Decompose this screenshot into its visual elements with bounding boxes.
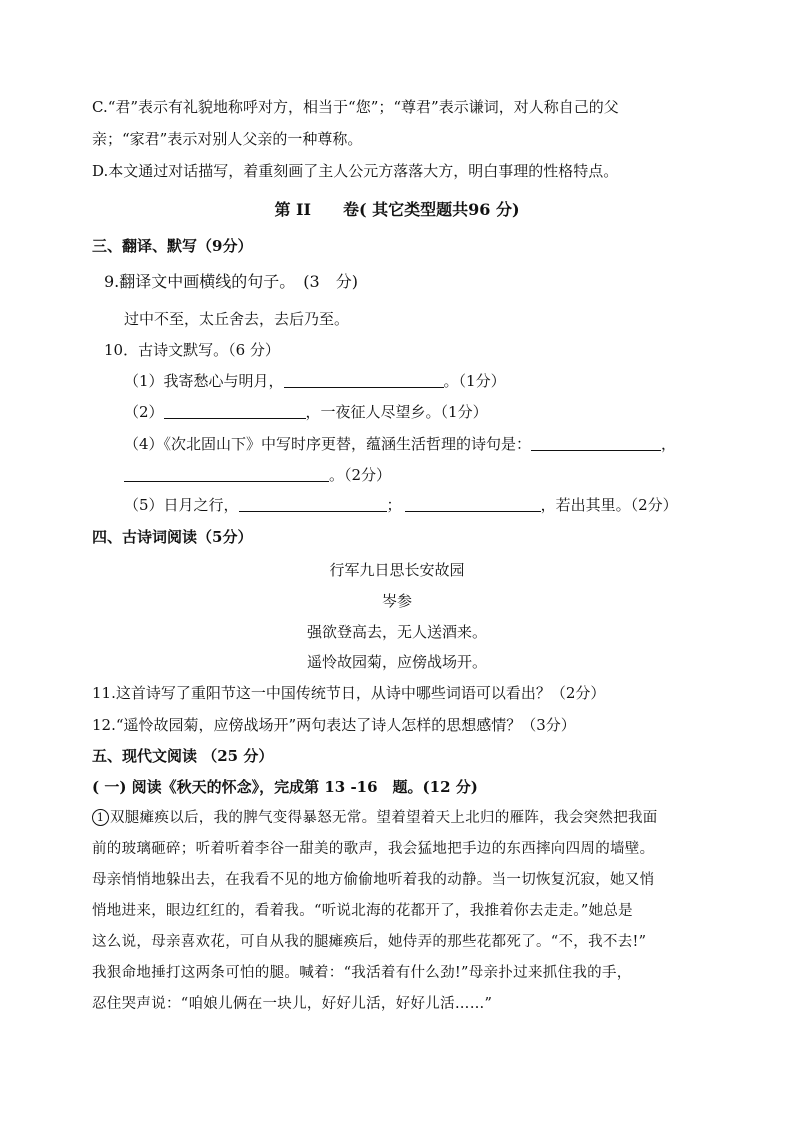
q9-prompt: 9.翻译文中画横线的句子。 (3 分): [104, 272, 358, 291]
poem-author: 岑参: [381, 592, 412, 610]
q10-prompt: 10．古诗文默写。（6 分）: [104, 341, 280, 359]
section3-heading: 三、翻译、默写（9分）: [92, 237, 253, 255]
q10-item5-score: ，若出其里。（2分）: [540, 496, 678, 514]
story-line-3: 母亲悄悄地躲出去，在我看不见的地方偷偷地听着我的动静。当一切恢复沉寂，她又悄: [92, 872, 655, 888]
q9-sentence: 过中不至，太丘舍去，去后乃至。: [124, 310, 350, 328]
q10-item2-num: （2）: [124, 403, 164, 421]
answer-blank[interactable]: [124, 467, 329, 482]
answer-blank[interactable]: [164, 404, 306, 419]
answer-blank[interactable]: [531, 436, 661, 451]
q10-item1-score: 。（1分）: [443, 372, 506, 390]
q11-prompt: 11.这首诗写了重阳节这一中国传统节日，从诗中哪些词语可以看出？（2分）: [92, 684, 606, 702]
poem-line-2: 遥怜故园菊，应傍战场开。: [306, 653, 487, 671]
q10-item1: [124, 371, 506, 391]
option-c-line1: C.“君”表示有礼貌地称呼对方，相当于“您”；“尊君”表示谦词，对人称自己的父: [92, 98, 619, 116]
part2-title: 第 II 卷( 其它类型题共96 分): [274, 200, 520, 219]
poem-title: 行军九日思长安故园: [329, 561, 465, 579]
story-line-2: 前的玻璃砸碎；听着听着李谷一甜美的歌声，我会猛地把手边的东西摔向四周的墙壁。: [92, 841, 655, 857]
reading-sub-heading: ( 一) 阅读《秋天的怀念》，完成第 13 -16 题。(12 分): [92, 778, 478, 796]
q10-item5-semicolon: ；: [386, 496, 402, 514]
story-line-5: 这么说，母亲喜欢花，可自从我的腿瘫痪后，她侍弄的那些花都死了。“不，我不去!”: [92, 934, 647, 950]
q10-item5: [124, 495, 678, 515]
story-line-7: 忍住哭声说：“咱娘儿俩在一块儿，好好儿活，好好儿活……”: [92, 996, 493, 1012]
q12-prompt: 12.“遥怜故园菊，应傍战场开”两句表达了诗人怎样的思想感情？（3分）: [92, 716, 576, 734]
q10-item1-text: （1）我寄愁心与明月，: [124, 372, 284, 390]
poem-line-1: 强欲登高去，无人送酒来。: [306, 623, 487, 641]
q10-item4-text: （4）《次北固山下》中写时序更替，蕴涵生活哲理的诗句是：: [124, 435, 532, 453]
q10-item4-score: 。（2分）: [329, 466, 392, 484]
q10-item4-cont: [124, 465, 391, 485]
story-line-6: 我狠命地捶打这两条可怕的腿。喊着：“我活着有什么劲!”母亲扑过来抓住我的手，: [92, 965, 632, 981]
q10-item4-comma: ，: [661, 435, 677, 453]
answer-blank[interactable]: [284, 373, 444, 388]
story-line-1: [92, 808, 658, 828]
answer-blank[interactable]: [405, 497, 541, 512]
section5-heading: 五、现代文阅读 （25 分）: [92, 747, 274, 765]
story-line-4: 悄地进来，眼边红红的，看着我。“听说北海的花都开了，我推着你去走走。”她总是: [92, 903, 633, 919]
option-d-line: D.本文通过对话描写，着重刻画了主人公元方落落大方，明白事理的性格特点。: [92, 162, 619, 180]
answer-blank[interactable]: [239, 497, 387, 512]
q10-item2: [124, 402, 488, 422]
q10-item4: [124, 434, 676, 454]
paragraph-number: 1: [92, 809, 109, 826]
q10-item5-text: （5）日月之行，: [124, 496, 239, 514]
q10-item2-text: ，一夜征人尽望乡。（1分）: [305, 403, 488, 421]
story-text: 双腿瘫痪以后，我的脾气变得暴怒无常。望着望着天上北归的雁阵，我会突然把我面: [110, 810, 658, 826]
section4-heading: 四、古诗词阅读（5分）: [92, 528, 253, 546]
option-c-line2: 亲；“家君”表示对别人父亲的一种尊称。: [92, 130, 363, 148]
